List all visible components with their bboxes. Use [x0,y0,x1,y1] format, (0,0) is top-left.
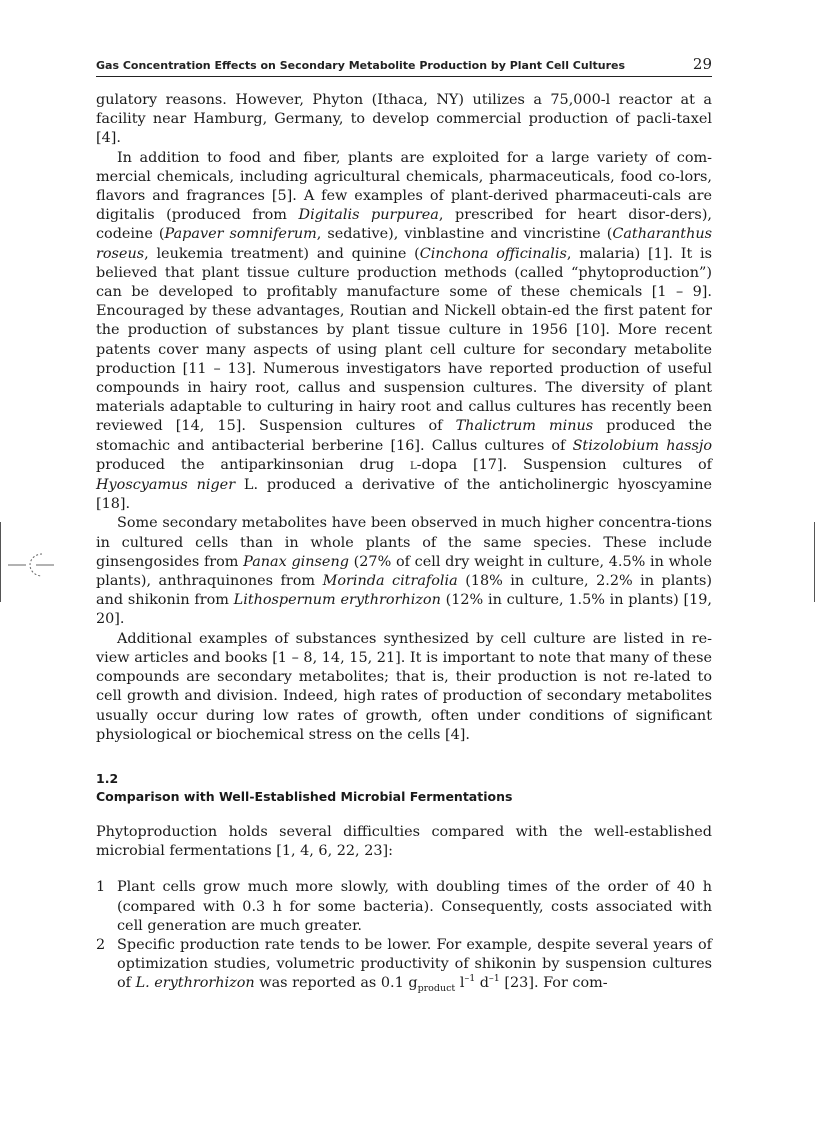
list-item: 2 Specific production rate tends to be lower. For example, despite several years of optimization studies, volumetric productivity of shikonin by suspension cultures of L. erythrorhizon was reported as 0.1 $g_{product}$ $l^{-1}$ $d^{-1}$ [23]. For com- [96,936,712,995]
running-title: Gas Concentration Effects on Secondary Metabolite Production by Plant Cell Cultures [96,59,625,72]
registration-mark-icon [8,548,54,582]
list-item-number: 2 [96,936,106,953]
list-item-text: Plant cells grow much more slowly, with doubling times of the order of 40 h (compared with 0.3 h for some bacteria). Consequently, costs associated with cell generation are much greater. [117,879,712,934]
paragraph-3: Some secondary metabolites have been observed in much higher concentra-tions in cultured cells than in whole plants of the same species. These include ginsengosides from Panax ginseng (27% of cell dry weight in culture, 4.5% in whole plants), anthraquinones from Morinda citrafolia (18% in culture, 2.2% in plants) and shikonin from Lithospernum erythrorhizon (12% in culture, 1.5% in plants) [19, 20]. [96,515,712,628]
paragraph-4: Additional examples of substances synthesized by cell culture are listed in re-view articles and books [1 – 8, 14, 15, 21]. It is important to note that many of these compounds are secondary metabolites; that is, their production is not re-lated to cell growth and division. Indeed, high rates of production of secondary metabolites usually occur during low rates of growth, often under conditions of significant physiological or biochemical stress on the cells [4]. [96,630,712,743]
page-number: 29 [692,55,712,73]
section-title: Comparison with Well-Established Microbial Fermentations [96,788,513,804]
numbered-list [96,878,712,993]
list-item-number: 1 [96,879,106,896]
paragraph-1: gulatory reasons. However, Phyton (Ithaca, NY) utilizes a 75,000-l reactor at a facility near Hamburg, Germany, to develop commercial production of pacli-taxel [4]. [96,92,712,147]
running-header [96,55,712,77]
section-intro: Phytoproduction holds several difficulties compared with the well-established microbial fermentations [1, 4, 6, 22, 23]: [96,823,712,860]
crop-mark-right [814,522,815,602]
list-item [96,878,712,936]
section-number: 1.2 [96,770,119,786]
paragraph-2: In addition to food and fiber, plants are exploited for a large variety of com-mercial chemicals, including agricultural chemicals, pharmaceuticals, food co-lors, flavors and fragrances [5]. A few examples of plant-derived pharmaceuti-cals are digitalis (produced from Digitalis purpurea, prescribed for heart disor-ders), codeine (Papaver somniferum, sedative), vinblastine and vincristine (Catharanthus roseus, leukemia treatment) and quinine (Cinchona officinalis, malaria) [1]. It is believed that plant tissue culture production methods (called “phytoproduction”) can be developed to profitably manufacture some of these chemicals [1 – 9]. Encouraged by these advantages, Routian and Nickell obtain-ed the first patent for the production of substances by plant tissue culture in 1956 [10]. More recent patents cover many aspects of using plant cell culture for secondary metabolite production [11 – 13]. Numerous investigators have reported production of useful compounds in hairy root, callus and suspension cultures. The diversity of plant materials adaptable to culturing in hairy root and callus cultures has recently been reviewed [14, 15]. Suspension cultures of Thalictrum minus produced the stomachic and antibacterial berberine [16]. Callus cultures of Stizolobium hassjo produced the antiparkinsonian drug L-dopa [17]. Suspension cultures of Hyoscyamus niger L. produced a derivative of the anticholinergic hyoscyamine [18]. [96,149,713,513]
crop-mark-left [0,522,1,602]
body-text [96,91,712,994]
